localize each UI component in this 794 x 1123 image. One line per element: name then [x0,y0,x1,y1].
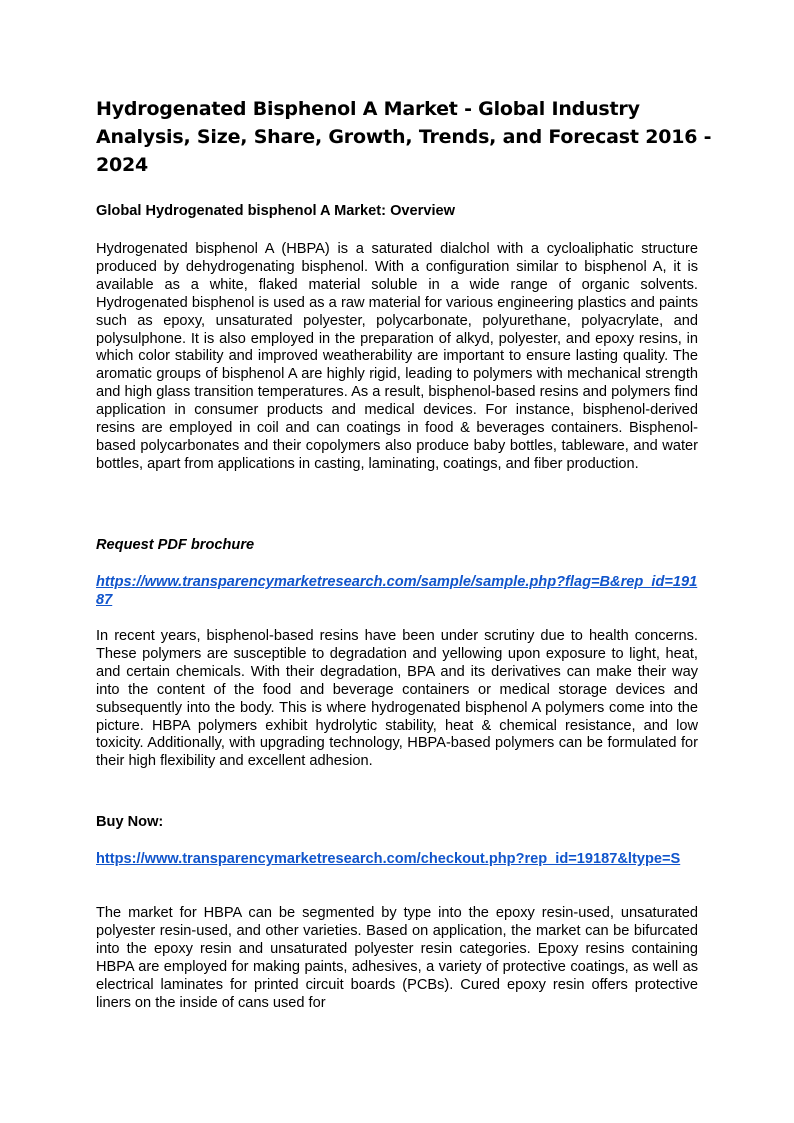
scrutiny-paragraph: In recent years, bisphenol-based resins have been under scrutiny due to health concerns. These polymers are susceptible to degradation and yellowing upon exposure to light, heat, and certain chemicals. With their degradation, BPA and its derivatives can make their way into the content of the food and beverage containers or medical storage devices and subsequently into the body. This is where hydrogenated bisphenol A polymers come into the picture. HBPA polymers exhibit hydrolytic stability, heat & chemical resistance, and low toxicity. Additionally, with upgrading technology, HBPA-based polymers can be formulated for their high flexibility and excellent adhesion. [96,628,698,770]
overview-paragraph: Hydrogenated bisphenol A (HBPA) is a saturated dialchol with a cycloaliphatic structure produced by dehydrogenating bisphenol. With a configuration similar to bisphenol A, it is available as a white, flaked material soluble in a wide range of organic solvents. Hydrogenated bisphenol is used as a raw material for various engineering plastics and paints such as epoxy, unsaturated polyester, polycarbonate, polyurethane, polyacrylate, and polysulphone. It is also employed in the preparation of alkyd, polyester, and epoxy resins, in which color stability and improved weatherability are important to ensure lasting quality. The aromatic groups of bisphenol A are highly rigid, leading to polymers with mechanical strength and high glass transition temperatures. As a result, bisphenol-based resins and polymers find application in consumer products and medical devices. For instance, bisphenol-derived resins are employed in coil and can coatings in food & beverages containers. Bisphenol-based polycarbonates and their copolymers also produce baby bottles, tableware, and water bottles, apart from applications in casting, laminating, coatings, and fiber production. [96,241,698,472]
segmentation-paragraph: The market for HBPA can be segmented by type into the epoxy resin-used, unsaturated polyester resin-used, and other varieties. Based on application, the market can be bifurcated into the epoxy resin and unsaturated polyester resin categories. Epoxy resins containing HBPA are employed for making paints, adhesives, a variety of protective coatings, as well as electrical laminates for printed circuit boards (PCBs). Cured epoxy resin offers protective liners on the inside of cans used for [96,905,698,1011]
section-heading-overview: Global Hydrogenated bisphenol A Market: Overview [96,203,455,219]
buy-now-link[interactable]: https://www.transparencymarketresearch.com/checkout.php?rep_id=19187&ltype=S [96,851,681,867]
brochure-link[interactable]: https://www.transparencymarketresearch.com/sample/sample.php?flag=B&rep_id=19187 [96,574,698,608]
document-title: Hydrogenated Bisphenol A Market - Global Industry Analysis, Size, Share, Growth, Trends, and Forecast 2016 - 2024 [96,98,712,176]
brochure-label: Request PDF brochure [96,537,255,553]
buy-now-label: Buy Now: [96,814,164,830]
